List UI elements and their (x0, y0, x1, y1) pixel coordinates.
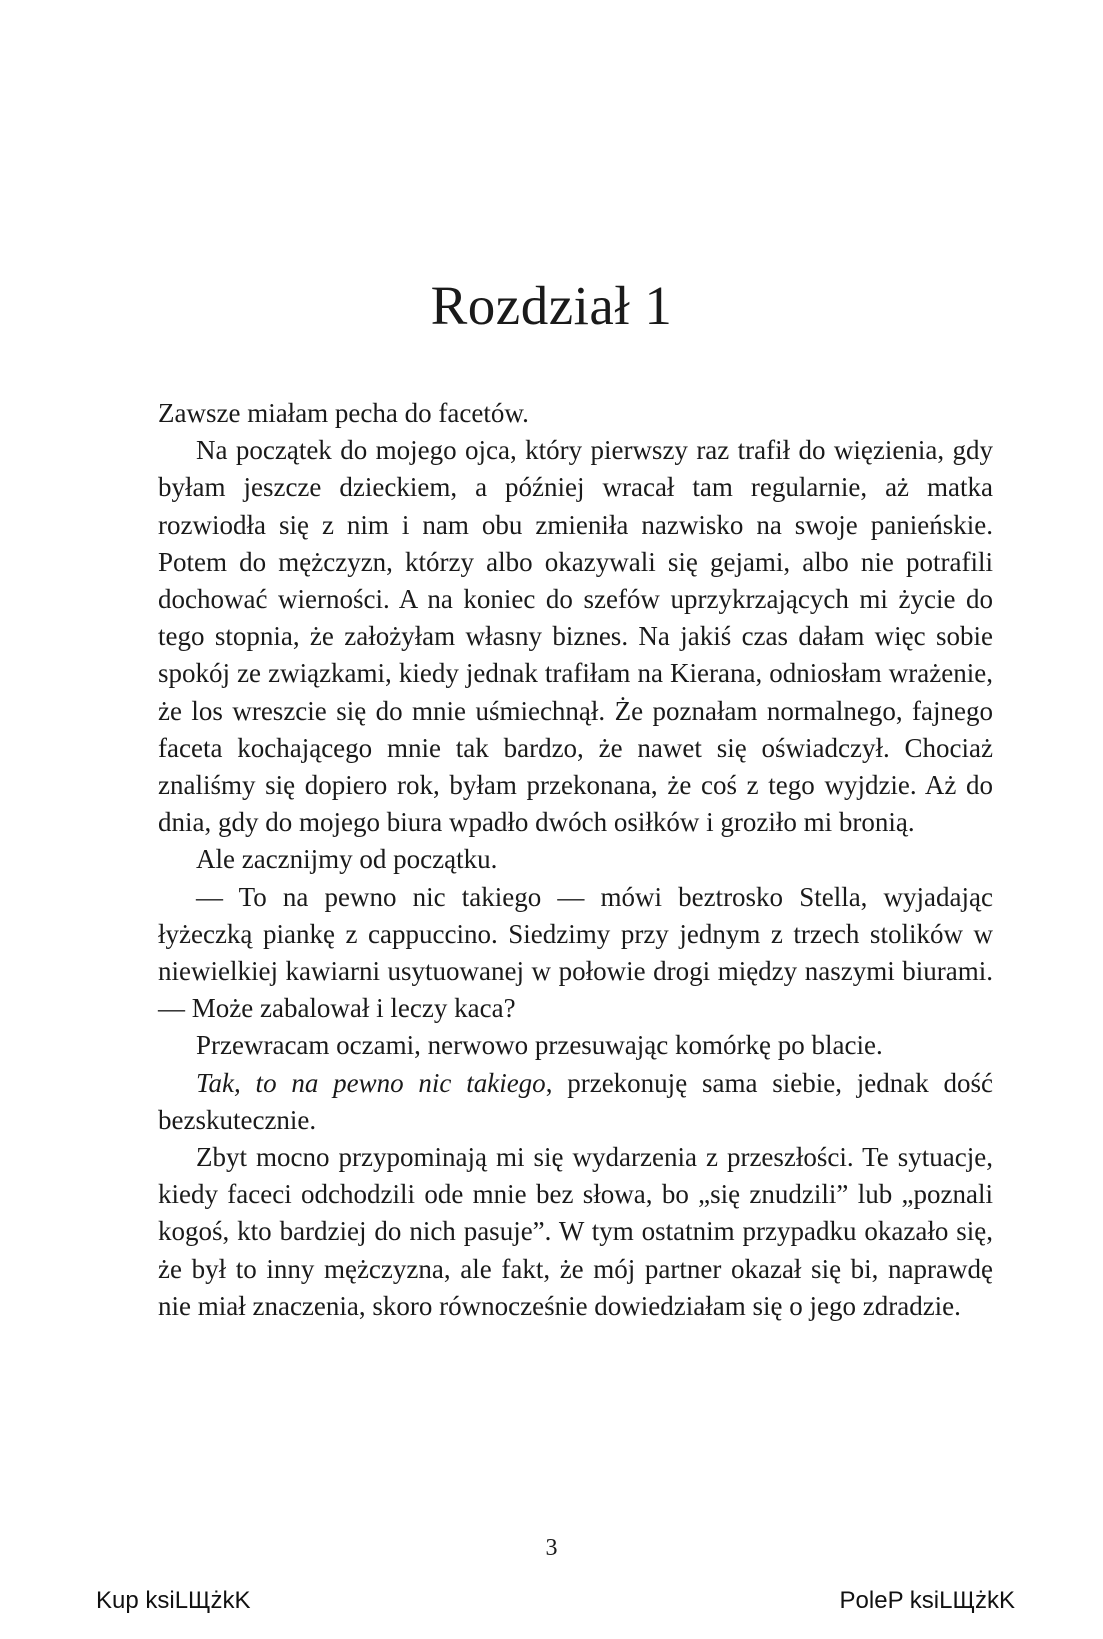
italic-phrase: Tak, to na pewno nic takiego (196, 1067, 546, 1098)
paragraph (158, 1065, 993, 1139)
chapter-title: Rozdział 1 (430, 275, 673, 336)
paragraph: Na początek do mojego ojca, który pierwszy raz trafił do więzienia, gdy byłam jeszcze dzieckiem, a później wracał tam regularnie, aż matka rozwiodła się z nim i nam obu zmieniła nazwisko na swoje panieńskie. Potem do mężczyzn, którzy albo okazywali się gejami, albo nie potrafili dochować wierności. A na koniec do szefów uprzykrzających mi życie do tego stopnia, że założyłam własny biznes. Na jakiś czas dałam więc sobie spokój ze związkami, kiedy jednak trafiłam na Kierana, odniosłam wrażenie, że los wreszcie się do mnie uśmiechnął. Że poznałam normalnego, fajnego faceta kochającego mnie tak bardzo, że nawet się oświadczył. Chociaż znaliśmy się dopiero rok, byłam przekonana, że coś z tego wyjdzie. Aż do dnia, gdy do mojego biura wpadło dwóch osiłków i groziło mi bronią. (158, 435, 993, 838)
paragraph: Przewracam oczami, nerwowo przesuwając komórkę po blacie. (196, 1030, 883, 1061)
paragraph: — To na pewno nic takiego — mówi beztrosko Stella, wyjadając łyżeczką piankę z cappuccino. Siedzimy przy jednym z trzech stolików w niewielkiej kawiarni usytuowanej w połowie drogi między naszymi biurami. — Może zabalował i leczy kaca? (158, 881, 993, 1024)
paragraph-rest: , przekonuję sama siebie, jednak dość bezskutecznie. (158, 1067, 994, 1135)
recommend-book-link[interactable]: PoleP ksiLЩżkK (839, 1587, 1015, 1614)
paragraph: Zbyt mocno przypominają mi się wydarzenia z przeszłości. Te sytuacje, kiedy faceci odchodzili ode mnie bez słowa, bo „się znudzili” lub „poznali kogoś, kto bardziej do nich pasuje”. W tym ostatnim przypadku okazało się, że był to inny mężczyzna, ale fakt, że mój partner okazał się bi, naprawdę nie miał znaczenia, skoro równocześnie dowiedziałam się o jego zdradzie. (158, 1142, 993, 1321)
chapter-body (158, 395, 993, 1325)
paragraph: Zawsze miałam pecha do facetów. (158, 398, 529, 428)
paragraph: Ale zacznijmy od początku. (196, 844, 498, 875)
page-number: 3 (545, 1535, 558, 1561)
buy-book-link[interactable]: Kup ksiLЩżkK (96, 1587, 251, 1614)
